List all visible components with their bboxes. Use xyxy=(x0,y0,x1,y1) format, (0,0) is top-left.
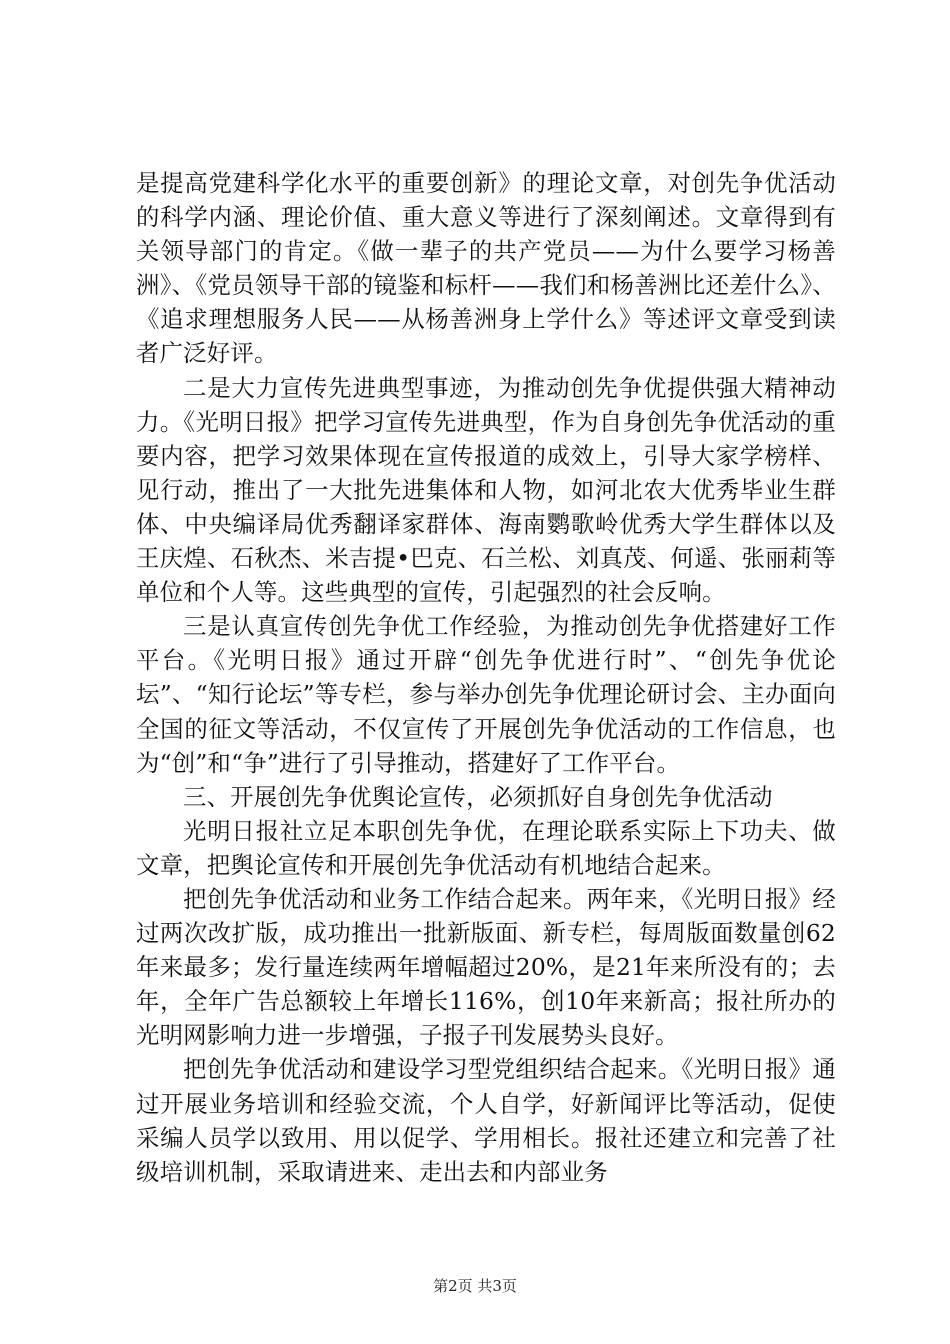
paragraph-1: 是提高党建科学化水平的重要创新》的理论文章，对创先争优活动的科学内涵、理论价值、重大意义等进行了深刻阐述。文章得到有关领导部门的肯定。《做一辈子的共产党员——为什么要学习杨善洲》、《党员领导干部的镜鉴和标杆——我们和杨善洲比还差什么》、《追求理想服务人民——从杨善洲身上学什么》等述评文章受到读者广泛好评。 xyxy=(136,169,836,368)
document-body xyxy=(136,166,836,1189)
page-footer xyxy=(0,1276,950,1296)
section-heading: 三、开展创先争优舆论宣传，必须抓好自身创先争优活动 xyxy=(183,782,773,811)
paragraph-2: 二是大力宣传先进典型事迹，为推动创先争优提供强大精神动力。《光明日报》把学习宣传先进典型，作为自身创先争优活动的重要内容，把学习效果体现在宣传报道的成效上，引导大家学榜样、见行动，推出了一大批先进集体和人物，如河北农大优秀毕业生群体、中央编译局优秀翻译家群体、海南鹦歌岭优秀大学生群体以及王庆煌、石秋杰、米吉提•巴克、石兰松、刘真茂、何遥、张丽莉等单位和个人等。这些典型的宣传，引起强烈的社会反响。 xyxy=(136,373,836,607)
page-number: 第2页 共3页 xyxy=(433,1277,517,1295)
paragraph-6: 把创先争优活动和业务工作结合起来。两年来，《光明日报》经过两次改扩版，成功推出一批新版面、新专栏，每周版面数量创62年来最多；发行量连续两年增幅超过20%，是21年来所没有的；去年，全年广告总额较上年增长116%，创10年来新高；报社所办的光明网影响力进一步增强，子报子刊发展势头良好。 xyxy=(136,884,836,1050)
paragraph-3: 三是认真宣传创先争优工作经验，为推动创先争优搭建好工作平台。《光明日报》通过开辟“创先争优进行时”、“创先争优论坛”、“知行论坛”等专栏，参与举办创先争优理论研讨会、主办面向全国的征文等活动，不仅宣传了开展创先争优活动的工作信息，也为“创”和“争”进行了引导推动，搭建好了工作平台。 xyxy=(136,612,836,777)
paragraph-7: 把创先争优活动和建设学习型党组织结合起来。《光明日报》通过开展业务培训和经验交流，个人自学，好新闻评比等活动，促使采编人员学以致用、用以促学、学用相长。报社还建立和完善了社级培训机制，采取请进来、走出去和内部业务 xyxy=(136,1055,836,1186)
paragraph-5: 光明日报社立足本职创先争优，在理论联系实际上下功夫、做文章，把舆论宣传和开展创先争优活动有机地结合起来。 xyxy=(136,816,836,879)
